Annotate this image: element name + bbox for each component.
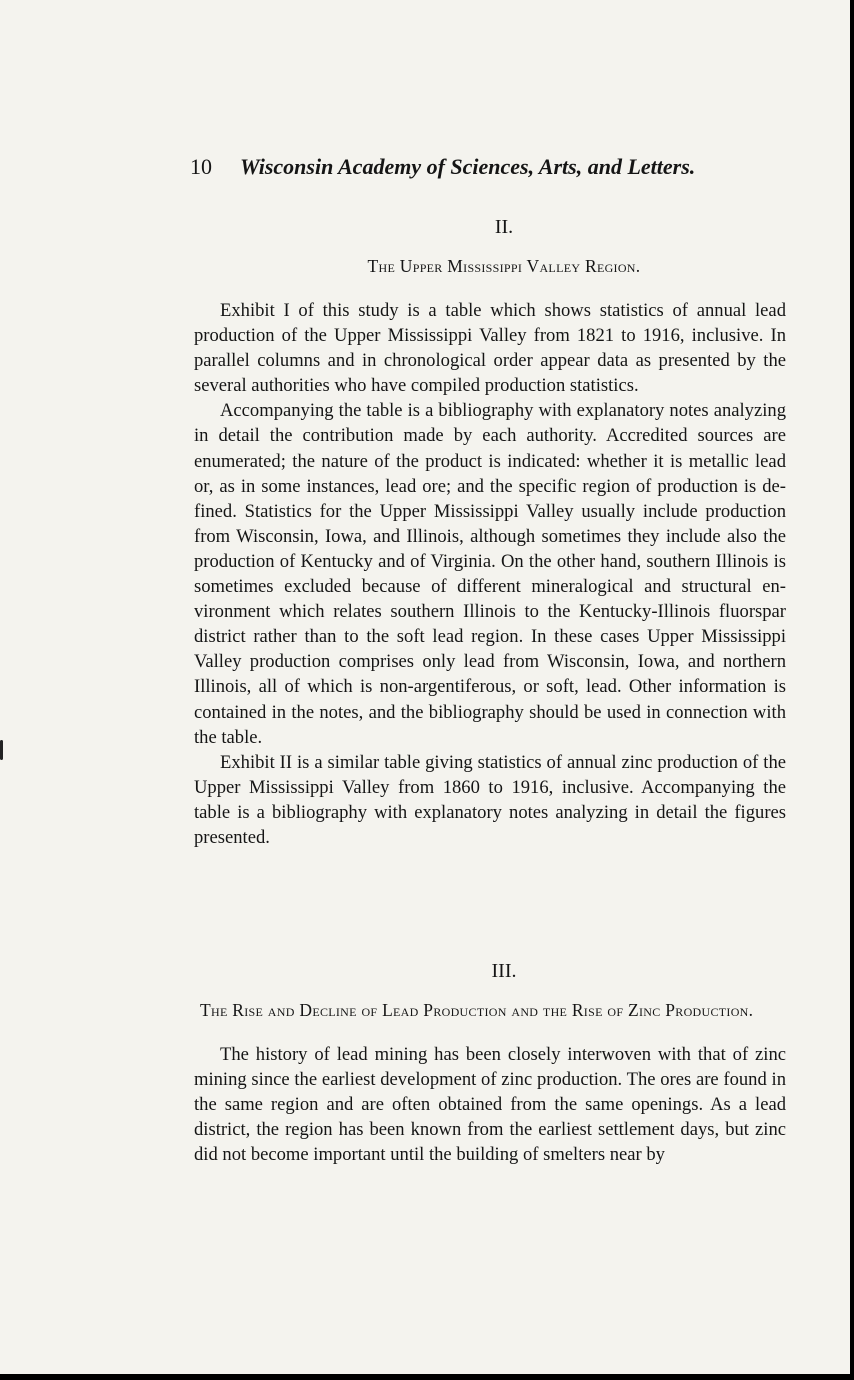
section-ii-paragraph-3: Exhibit II is a similar table giving statistics of annual zinc production of the Upper Mississippi Valley from 1860 to 1916, inclusive. Accompanying the table is a bibliography with explanatory notes analyzing in detail the figures presented. bbox=[194, 751, 786, 848]
running-header bbox=[190, 150, 750, 184]
scan-bottom-border bbox=[0, 1374, 854, 1380]
section-ii-paragraph-2: Accompanying the table is a bibliography with explanatory notes analyzing in detail the contribution made by each authority. Accredited sources are enumerated; the nature of the product is indicated: whether it is metallic lead or, as in some instances, lead ore; and the specific region of production is defined. Statistics for the Upper Mississippi Valley usually include production from Wisconsin, Iowa, and Illinois, although sometimes they include also the production of Kentucky and of Virginia. On the other hand, southern Illinois is sometimes excluded because of different mineralogical and structural environment which relates southern Illinois to the Kentucky-Illinois fluorspar district rather than to the soft lead region. In these cases Upper Mississippi Valley production comprises only lead from Wisconsin, Iowa, and northern Illinois, all of which is non-argentiferous, or soft, lead. Other information is contained in the notes, and the bibliography should be used in connection with the table. bbox=[194, 400, 786, 748]
scan-edge-mark bbox=[0, 740, 3, 760]
page-number: 10 bbox=[190, 154, 212, 179]
section-iii bbox=[194, 958, 786, 1167]
section-ii-number: II. bbox=[494, 216, 514, 238]
journal-title: Wisconsin Academy of Sciences, Arts, and Letters. bbox=[240, 154, 696, 179]
section-ii-paragraph-1: Exhibit I of this study is a table which shows statistics of annual lead production of the Upper Mississippi Valley from 1821 to 1916, inclusive. In parallel columns and in chronological order appear data as presented by the several authorities who have compiled production statistics. bbox=[194, 300, 786, 397]
section-iii-title: The Rise and Decline of Lead Production and the Rise of Zinc Production. bbox=[200, 1000, 754, 1020]
section-ii-body bbox=[194, 298, 786, 850]
section-iii-paragraph-1: The history of lead mining has been closely interwoven with that of zinc mining since the earliest development of zinc production. The ores are found in the same region and are often obtained from the same openings. As a lead district, the region has been known from the earliest settlement days, but zinc did not become important until the building of smelters near by bbox=[194, 1044, 786, 1166]
section-iii-number: III. bbox=[491, 960, 517, 982]
section-ii-title: The Upper Mississippi Valley Region. bbox=[367, 256, 641, 276]
section-iii-body bbox=[194, 1042, 786, 1167]
section-ii bbox=[194, 214, 786, 850]
